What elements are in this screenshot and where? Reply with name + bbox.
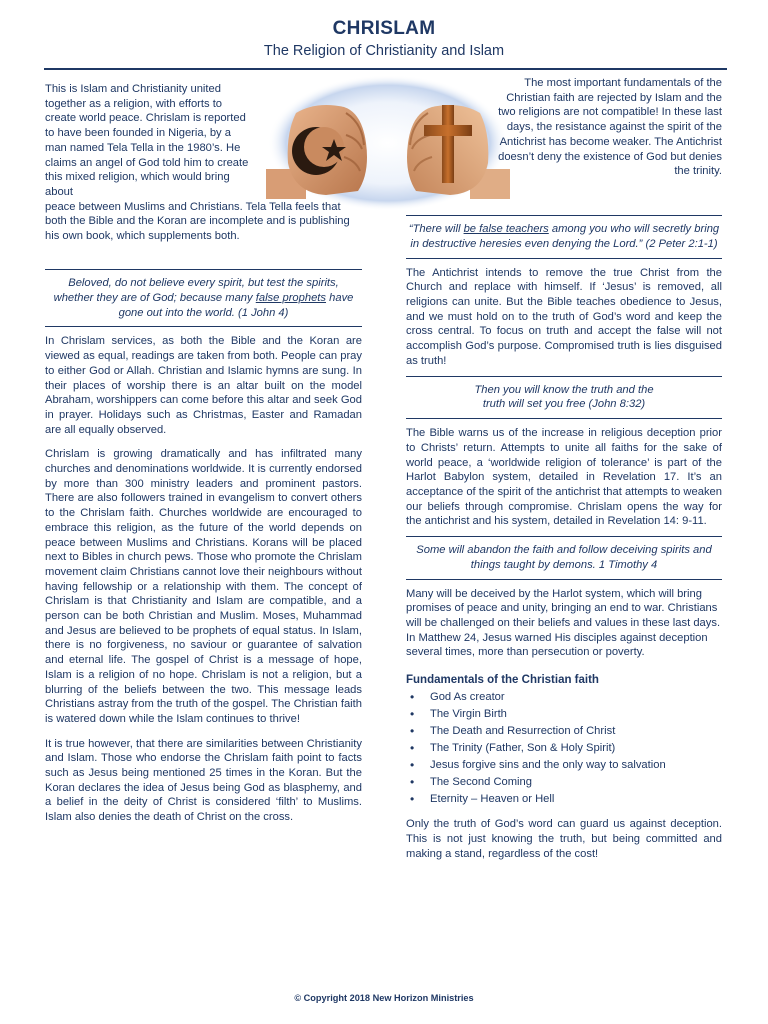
body-paragraph-growth: Chrislam is growing dramatically and has infiltrated many churches and denominations worldwide. It is currently endorsed by more than 300 ministry leaders and prominent pastors. There are also followers trained in evangelism to convert others to the Chrislam faith. Churches worldwide are encouraged to embrace this religion, as the future of the world depends on peace between Muslims and Christians. Korans will be placed next to Bibles in church pews. Those who promote the Chrislam movement claim Christians cannot love their neighbours without having fellowship or a relationship with them. The concept of Chrislam is that Christianity and Islam are compatible, and a person can be both Christian and Muslim. Moses, Muhammad and Jesus are believed to be prophets of equal status. In Islam, there is no forgiveness, no saviour or guarantee of salvation and eternal life. The gospel of Christ is a message of hope, Islam is a religion of no hope. Chrislam is not a religion, but a blurring of the beliefs between the two. This message leads Christians astray from the truth of the gospel. The Christian faith is watered down while the Islam continues to thrive! [45,448,362,725]
list-item: • The Trinity (Father, Son & Holy Spirit) [406,740,722,757]
intro-paragraph-continued: peace between Muslims and Christians. Tela Tella feels that both the Bible and the Koran are incomplete and is publishing his own book, which supplements both. [45,200,350,243]
page-subtitle: The Religion of Christianity and Islam [263,43,505,59]
right-intro-block [406,76,722,208]
scripture-quote-john [406,376,722,420]
quote-underlined-text: false prophets [255,291,327,304]
list-item: • God As creator [406,689,722,706]
quote-line-2: truth will set you free (John 8:32) [482,398,646,411]
scripture-quote-1john [45,269,362,327]
quote-text-end: among you who will secretly bring in destructive heresies even denying the Lord.” (2 Peter 2:1-1) [410,223,720,250]
list-item: • Eternity – Heaven or Hell [406,791,722,808]
page-header [0,18,768,59]
body-paragraph-antichrist: The Antichrist intends to remove the true Christ from the Church and replace with himself. If ‘Jesus’ is removed, all religions can unite. But the Bible teaches obedience to Jesus, and we must hold on to the truth of God’s word and keep the cross central. To focus on truth and accept the false will not accomplish God’s purpose. Compromised truth is lies disguised as truth! [406,266,722,367]
list-item: • The Death and Resurrection of Christ [406,723,722,740]
copyright-footer: © Copyright 2018 New Horizon Ministries [294,993,474,1003]
list-item: • The Second Coming [406,774,722,791]
quote-line-1: Then you will know the truth and the [474,383,654,396]
quote-text: “There will [408,223,464,235]
intro-block [45,76,362,262]
right-column [406,76,722,862]
quote-text: Beloved, do not believe every spirit, but test the spirits, whether they are of God; because many [53,277,339,304]
header-divider [44,68,727,70]
right-intro-paragraph: The most important fundamentals of the Christian faith are rejected by Islam and the two religions are not compatible! In these last days, the resistance against the spirit of the Antichrist has become weaker. The Antichrist doesn’t deny the existence of God but denies the trinity. [498,77,722,178]
fundamentals-heading: Fundamentals of the Christian faith [406,674,599,687]
body-paragraph-harlot: Many will be deceived by the Harlot system, which will bring promises of peace and unity, bringing an end to war. Christians will be challenged on their beliefs and values in these last days. In Matthew 24, Jesus warned His disciples against deception several times, more than persecution or poverty. [406,587,721,659]
scripture-quote-2peter [406,215,722,259]
fundamentals-list [406,689,722,807]
closing-paragraph: Only the truth of God’s word can guard us against deception. This is not just knowing the truth, but being committed and making a stand, regardless of the cost! [406,818,722,860]
body-paragraph-services: In Chrislam services, as both the Bible and the Koran are viewed as equal, readings are taken from both. People can pray to either God or Allah. Christian and Islamic hymns are sung. In their places of worship there is an altar built on the model Abraham, worshippers can come before this altar and seek God in prayer. Holidays such as Christmas, Easter and Ramadan are all equally observed. [45,335,362,436]
page-title: CHRISLAM [332,18,436,39]
left-column [45,76,362,825]
list-item: • The Virgin Birth [406,706,722,723]
quote-underlined-text: be false teachers [463,223,549,235]
body-paragraph-deception: The Bible warns us of the increase in religious deception prior to Christs’ return. Attempts to unite all faiths for the sake of world peace, a ‘worldwide religion of tolerance’ is part of the Harlot Babylon system, detailed in Revelation 17. It’s an acceptance of the spirit of the antichrist that attempts to weaken our beliefs through compromise. Chrislam opens the way for the antichrist and his system, detailed in Revelation 14: 9-11. [406,427,722,528]
list-item: • Jesus forgive sins and the only way to salvation [406,757,722,774]
scripture-quote-1timothy [406,536,722,580]
body-paragraph-similarities: It is true however, that there are similarities between Christianity and Islam. Those who endorse the Chrislam faith point to facts such as Jesus being mentioned 25 times in the Koran. But the Koran declares the idea of Jesus being God as blasphemy, and a belief in the deity of Christ is considered ‘filth’ to Muslims. Islam also denies the death of Christ on the cross. [45,737,362,824]
quote-text-end: have gone out into the world. (1 John 4) [118,291,354,319]
intro-paragraph: This is Islam and Christianity united together as a religion, with efforts to create world peace. Chrislam is reported to have been founded in Nigeria, by a man named Tela Tella in the 1980’s. He claims an angel of God told him to create this mixed religion, which would bring about [45,83,249,198]
quote-text: Some will abandon the faith and follow deceiving spirits and things taught by demons. 1 Timothy 4 [416,544,712,571]
